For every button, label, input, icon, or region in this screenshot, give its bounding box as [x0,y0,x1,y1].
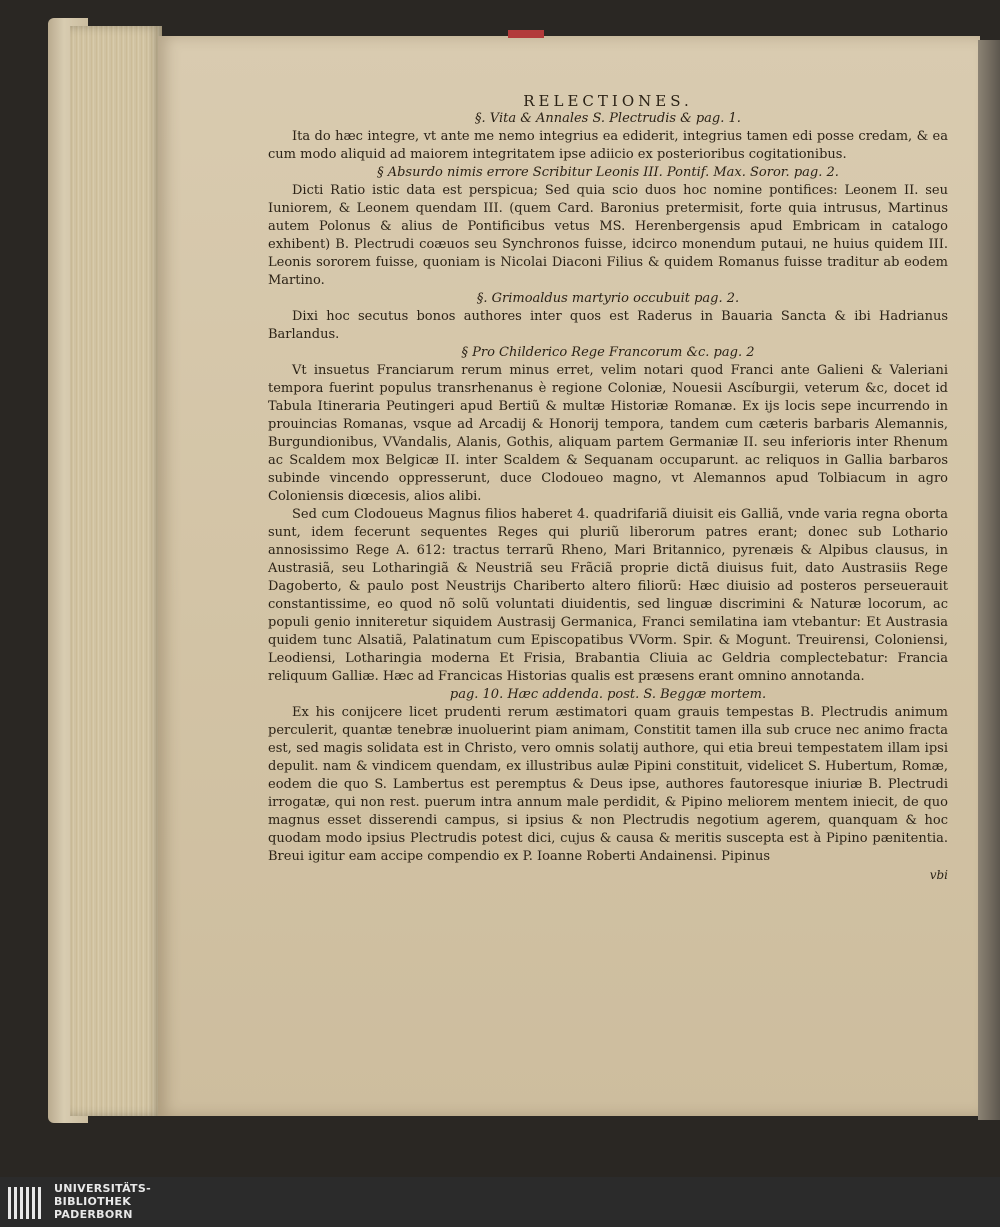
catchword: vbi [929,868,948,882]
section-heading: pag. 10. Hæc addenda. post. S. Beggæ mortem. [449,687,767,702]
library-logo-icon [4,1181,48,1223]
library-name-line: PADERBORN [54,1208,133,1221]
section-heading: § Absurdo nimis errore Scribitur Leonis III. Pontif. Max. Soror. pag. 2. [377,165,839,180]
paragraph: Ita do hæc integre, vt ante me nemo integrius ea ediderit, integrius tamen edi posse credam, & ea cum modo aliquid ad maiorem integritatem ipse adiicio ex posterioribus cogitationibus. [268,129,948,162]
paragraph: Dixi hoc secutus bonos authores inter quos est Raderus in Bauaria Sancta & ibi Hadrianus Barlandus. [268,309,948,342]
paragraph: Sed cum Clodoueus Magnus filios haberet 4. quadrifariã diuisit eis Galliã, vnde varia regna oborta sunt, idem fecerunt sequentes Reges qui pluriũ liberorum patres erant; donec sub Lothario annosissimo Rege A. 612: tractus terrarũ Rheno, Mari Britannico, pyrenæis & Alpibus clausus, in Austrasiã, seu Lotharingiã & Neustriã seu Frãciã proprie dictã diuisus fuit, dato Austrasiis Rege Dagoberto, & paulo post Neustrijs Chariberto altero filiorũ: Hæc diuisio ad posteros perseuerauit constantissime, eo quod nõ solũ voluntati diuidentis, sed linguæ discrimini & Naturæ locorum, ac populi genio inniteretur siquidem Austrasij Germanica, Franci semilatina iam vtebantur: Et Austrasia quidem tunc Alsatiã, Palatinatum cum Episcopatibus VVorm. Spir. & Mogunt. Treuirensi, Coloniensi, Leodiensi, Lotharingia moderna Et Frisia, Brabantia Cliuia ac Geldria complectebatur: Francia reliquum Galliæ. Hæc ad Francicas Historias qualis est præsens erant omnino annotanda. [268,507,948,684]
book-spine-shadow [978,40,1000,1120]
library-name-line: BIBLIOTHEK [54,1195,132,1208]
running-header: RELECTIONES. [523,92,693,110]
bookmark-ribbon [508,30,544,38]
paragraph: Vt insuetus Franciarum rerum minus erret, velim notari quod Franci ante Galieni & Valeriani tempora fuerint populus transrhenanus è regione Coloniæ, Nouesii Ascíburgii, veterum &c, docet id Tabula Itineraria Peutingeri apud Bertiũ & multæ Historiæ Romanæ. Ex ijs locis sepe incurrendo in prouincias Romanas, vsque ad Arcadij & Honorij tempora, tandem cum cæteris barbaris Alemannis, Burgundionibus, VVandalis, Alanis, Gothis, aliquam partem Germaniæ II. seu inferioris inter Rhenum ac Scaldem mox Belgicæ II. inter Scaldem & Sequanam occuparunt. ac reliquos in Gallia barbaros subinde vincendo oppresserunt, duce Clodoueo magno, vt Alemannos apud Tolbiacum in agro Coloniensis diœcesis, alios alibi. [268,363,948,504]
page-text [268,92,948,884]
section-heading: § Pro Childerico Rege Francorum &c. pag. 2 [461,345,755,360]
paragraph: Dicti Ratio istic data est perspicua; Sed quia scio duos hoc nomine pontifices: Leonem II. seu Iuniorem, & Leonem quendam III. (quem Card. Baronius pretermisit, forte quia intrusus, Martinus autem Polonus & alius de Pontificibus vetus MS. Herenbergensis apud Embricam in catalogo exhibent) B. Plectrudi coæuos seu Synchronos fuisse, idcirco monendum putaui, ne huius quidem III. Leonis sororem fuisse, quoniam is Nicolai Diaconi Filius & quidem Romanus fuisse traditur ab eodem Martino. [268,183,948,288]
paragraph: Ex his conijcere licet prudenti rerum æstimatori quam grauis tempestas B. Plectrudis animum perculerit, quantæ tenebræ inuoluerint piam animam, Constitit tamen illa sub cruce nec animo fracta est, sed magis solidata est in Christo, vero omnis solatij authore, qui etia breui tempestatem illam ipsi depulit. nam & vindicem quendam, ex illustribus aulæ Pipini constituit, videlicet S. Hubertum, Romæ, eodem die quo S. Lambertus est peremptus & Deus ipse, authores fautoresque iniuriæ B. Plectrudi irrogatæ, qui non rest. puerum intra annum male perdidit, & Pipino meliorem mentem iniecit, de quo magnus esset disserendi campus, si ipsius & non Plectrudis negotium agerem, quanquam & hoc quodam modo ipsius Plectrudis potest dici, cujus & causa & meritis suscepta est à Pipino pænitentia. Breui igitur eam accipe compendio ex P. Ioanne Roberti Andainensi. Pipinus [268,705,948,864]
library-name-line: UNIVERSITÄTS- [54,1182,151,1195]
library-footer [0,1177,1000,1227]
page-fore-edge [70,26,162,1116]
section-heading: §. Grimoaldus martyrio occubuit pag. 2. [476,291,740,306]
library-name [54,1182,151,1221]
section-heading: §. Vita & Annales S. Plectrudis & pag. 1. [475,111,741,126]
